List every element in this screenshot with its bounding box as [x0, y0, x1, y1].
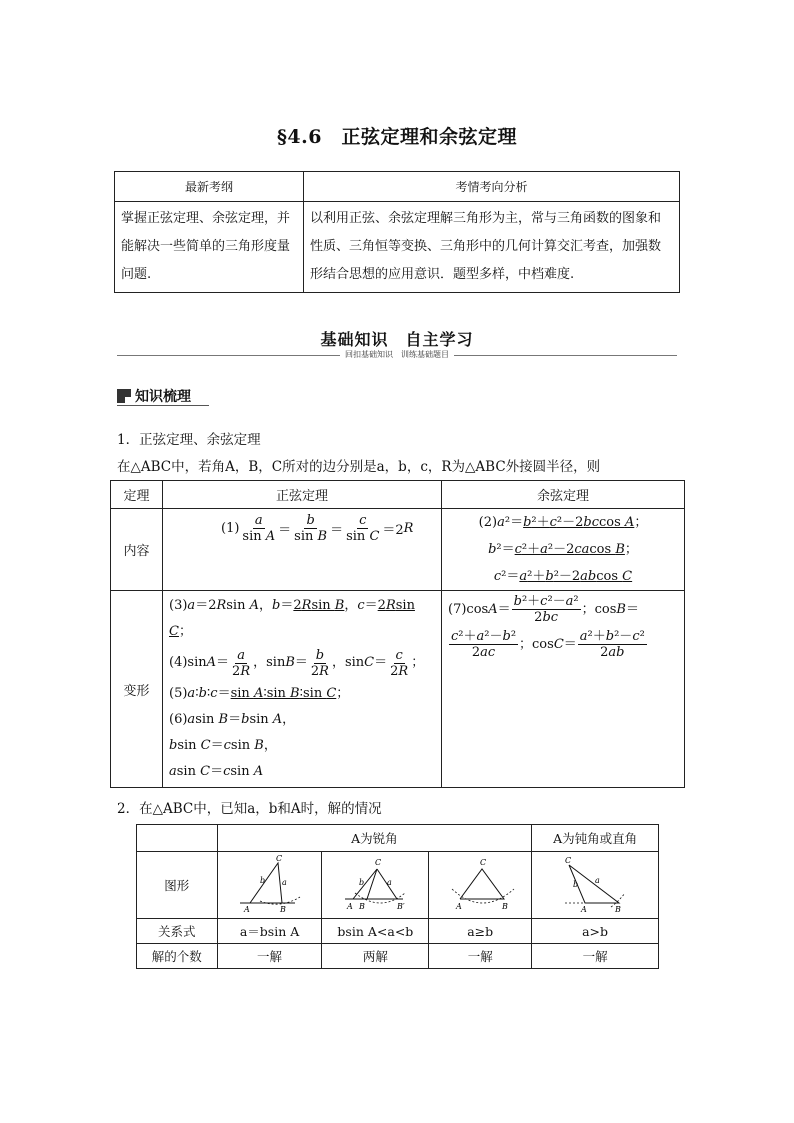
header-sine-law: 正弦定理	[163, 481, 442, 509]
header-analysis: 考情考向分析	[304, 172, 680, 202]
page-title: §4.6 正弦定理和余弦定理	[277, 126, 517, 148]
section-heading: 基础知识 自主学习	[320, 330, 474, 349]
svg-text:b: b	[259, 875, 265, 885]
svg-text:B: B	[359, 901, 366, 911]
row-label-figure: 图形	[137, 852, 218, 919]
triangle-diagram-icon	[325, 853, 425, 915]
cosine-law-content: (2)a²＝b²＋c²－2bccos A； b²＝c²＋a²－2cacos B； c²＝a²＋b²－2abcos C	[442, 509, 685, 591]
count-4: 一解	[532, 944, 659, 969]
exam-outline-table	[114, 171, 680, 293]
point1-title: 1．正弦定理、余弦定理	[117, 432, 261, 448]
svg-text:b: b	[359, 877, 365, 887]
knowledge-label: 知识梳理	[117, 386, 191, 406]
svg-text:B: B	[502, 901, 509, 911]
point1-intro: 在△ABC中，若角A，B，C所对的边分别是a，b，c，R为△ABC外接圆半径，则	[117, 459, 601, 475]
relation-4: a>b	[532, 919, 659, 944]
svg-text:C: C	[565, 855, 572, 865]
header-theorem: 定理	[111, 481, 163, 509]
triangle-diagram-icon	[220, 853, 320, 915]
svg-text:a: a	[595, 875, 600, 885]
count-1: 一解	[217, 944, 322, 969]
svg-text:C: C	[275, 853, 282, 863]
svg-text:a: a	[281, 877, 287, 887]
triangle-diagram-icon	[430, 853, 530, 915]
header-acute: A为锐角	[217, 825, 532, 852]
svg-text:A: A	[243, 904, 250, 914]
row-label-content: 内容	[111, 509, 163, 591]
point2-title: 2．在△ABC中，已知a，b和A时，解的情况	[117, 801, 382, 817]
svg-text:B: B	[615, 904, 621, 914]
figure-a-ge-b	[429, 852, 532, 919]
row-label-relation: 关系式	[137, 919, 218, 944]
svg-text:A: A	[581, 904, 587, 914]
sine-law-variants: (3)a＝2Rsin A，b＝2Rsin B，c＝2Rsin C； (4)sin A ＝ $\frac{a}{2R}$ ，sin B ＝ $\frac{b}{2R}$ ，sin C ＝ $\frac{c}{2R}$ ； (5)a∶b∶c＝sin A∶sin B∶sin C； (6)asin B＝bsin A， bsin C＝csin B， asin C＝csin A	[163, 591, 442, 788]
figure-one-solution	[217, 852, 322, 919]
svg-text:a: a	[387, 877, 393, 887]
sine-law-content: (1) $\frac{a}{\text{sin A}}$ ＝ $\frac{b}{\text{sin B}}$ ＝ $\frac{c}{\text{sin C}}$ ＝2 R	[163, 509, 442, 591]
svg-text:A: A	[456, 901, 462, 911]
svg-text:A: A	[347, 901, 354, 911]
cosine-law-variants: (7)cos A ＝ $\frac{\text{b²＋c²－a²}}{2bc}$ ；cos B ＝ $\frac{\text{c²＋a²－b²}}{2ac}$ ；cos C ＝ $\frac{\text{a²＋b²－c²}}{2ab}$	[442, 591, 685, 788]
row-label-variant: 变形	[111, 591, 163, 788]
svg-text:b: b	[573, 879, 579, 889]
syllabus-text: 掌握正弦定理、余弦定理，并能解决一些简单的三角形度量问题.	[115, 202, 304, 293]
figure-obtuse	[532, 852, 659, 919]
theorem-table	[110, 480, 685, 788]
triangle-diagram-icon	[535, 853, 655, 915]
svg-text:B′: B′	[397, 901, 406, 911]
square-bullet-icon	[117, 389, 131, 403]
solutions-table	[136, 824, 659, 969]
svg-text:C: C	[480, 857, 487, 867]
section-subheading: 回扣基础知识 训练基础题目	[0, 349, 794, 360]
relation-3: a≥b	[429, 919, 532, 944]
count-3: 一解	[429, 944, 532, 969]
svg-text:C: C	[375, 857, 382, 867]
analysis-text: 以利用正弦、余弦定理解三角形为主，常与三角函数的图象和性质、三角恒等变换、三角形中的几何计算交汇考查，加强数形结合思想的应用意识．题型多样，中档难度.	[304, 202, 680, 293]
header-syllabus: 最新考纲	[115, 172, 304, 202]
relation-2: bsin A<a<b	[322, 919, 429, 944]
knowledge-underline	[117, 405, 209, 406]
header-cosine-law: 余弦定理	[442, 481, 685, 509]
figure-two-solutions	[322, 852, 429, 919]
row-label-count: 解的个数	[137, 944, 218, 969]
header-obtuse: A为钝角或直角	[532, 825, 659, 852]
relation-1: a＝bsin A	[217, 919, 322, 944]
count-2: 两解	[322, 944, 429, 969]
svg-text:B: B	[279, 904, 286, 914]
